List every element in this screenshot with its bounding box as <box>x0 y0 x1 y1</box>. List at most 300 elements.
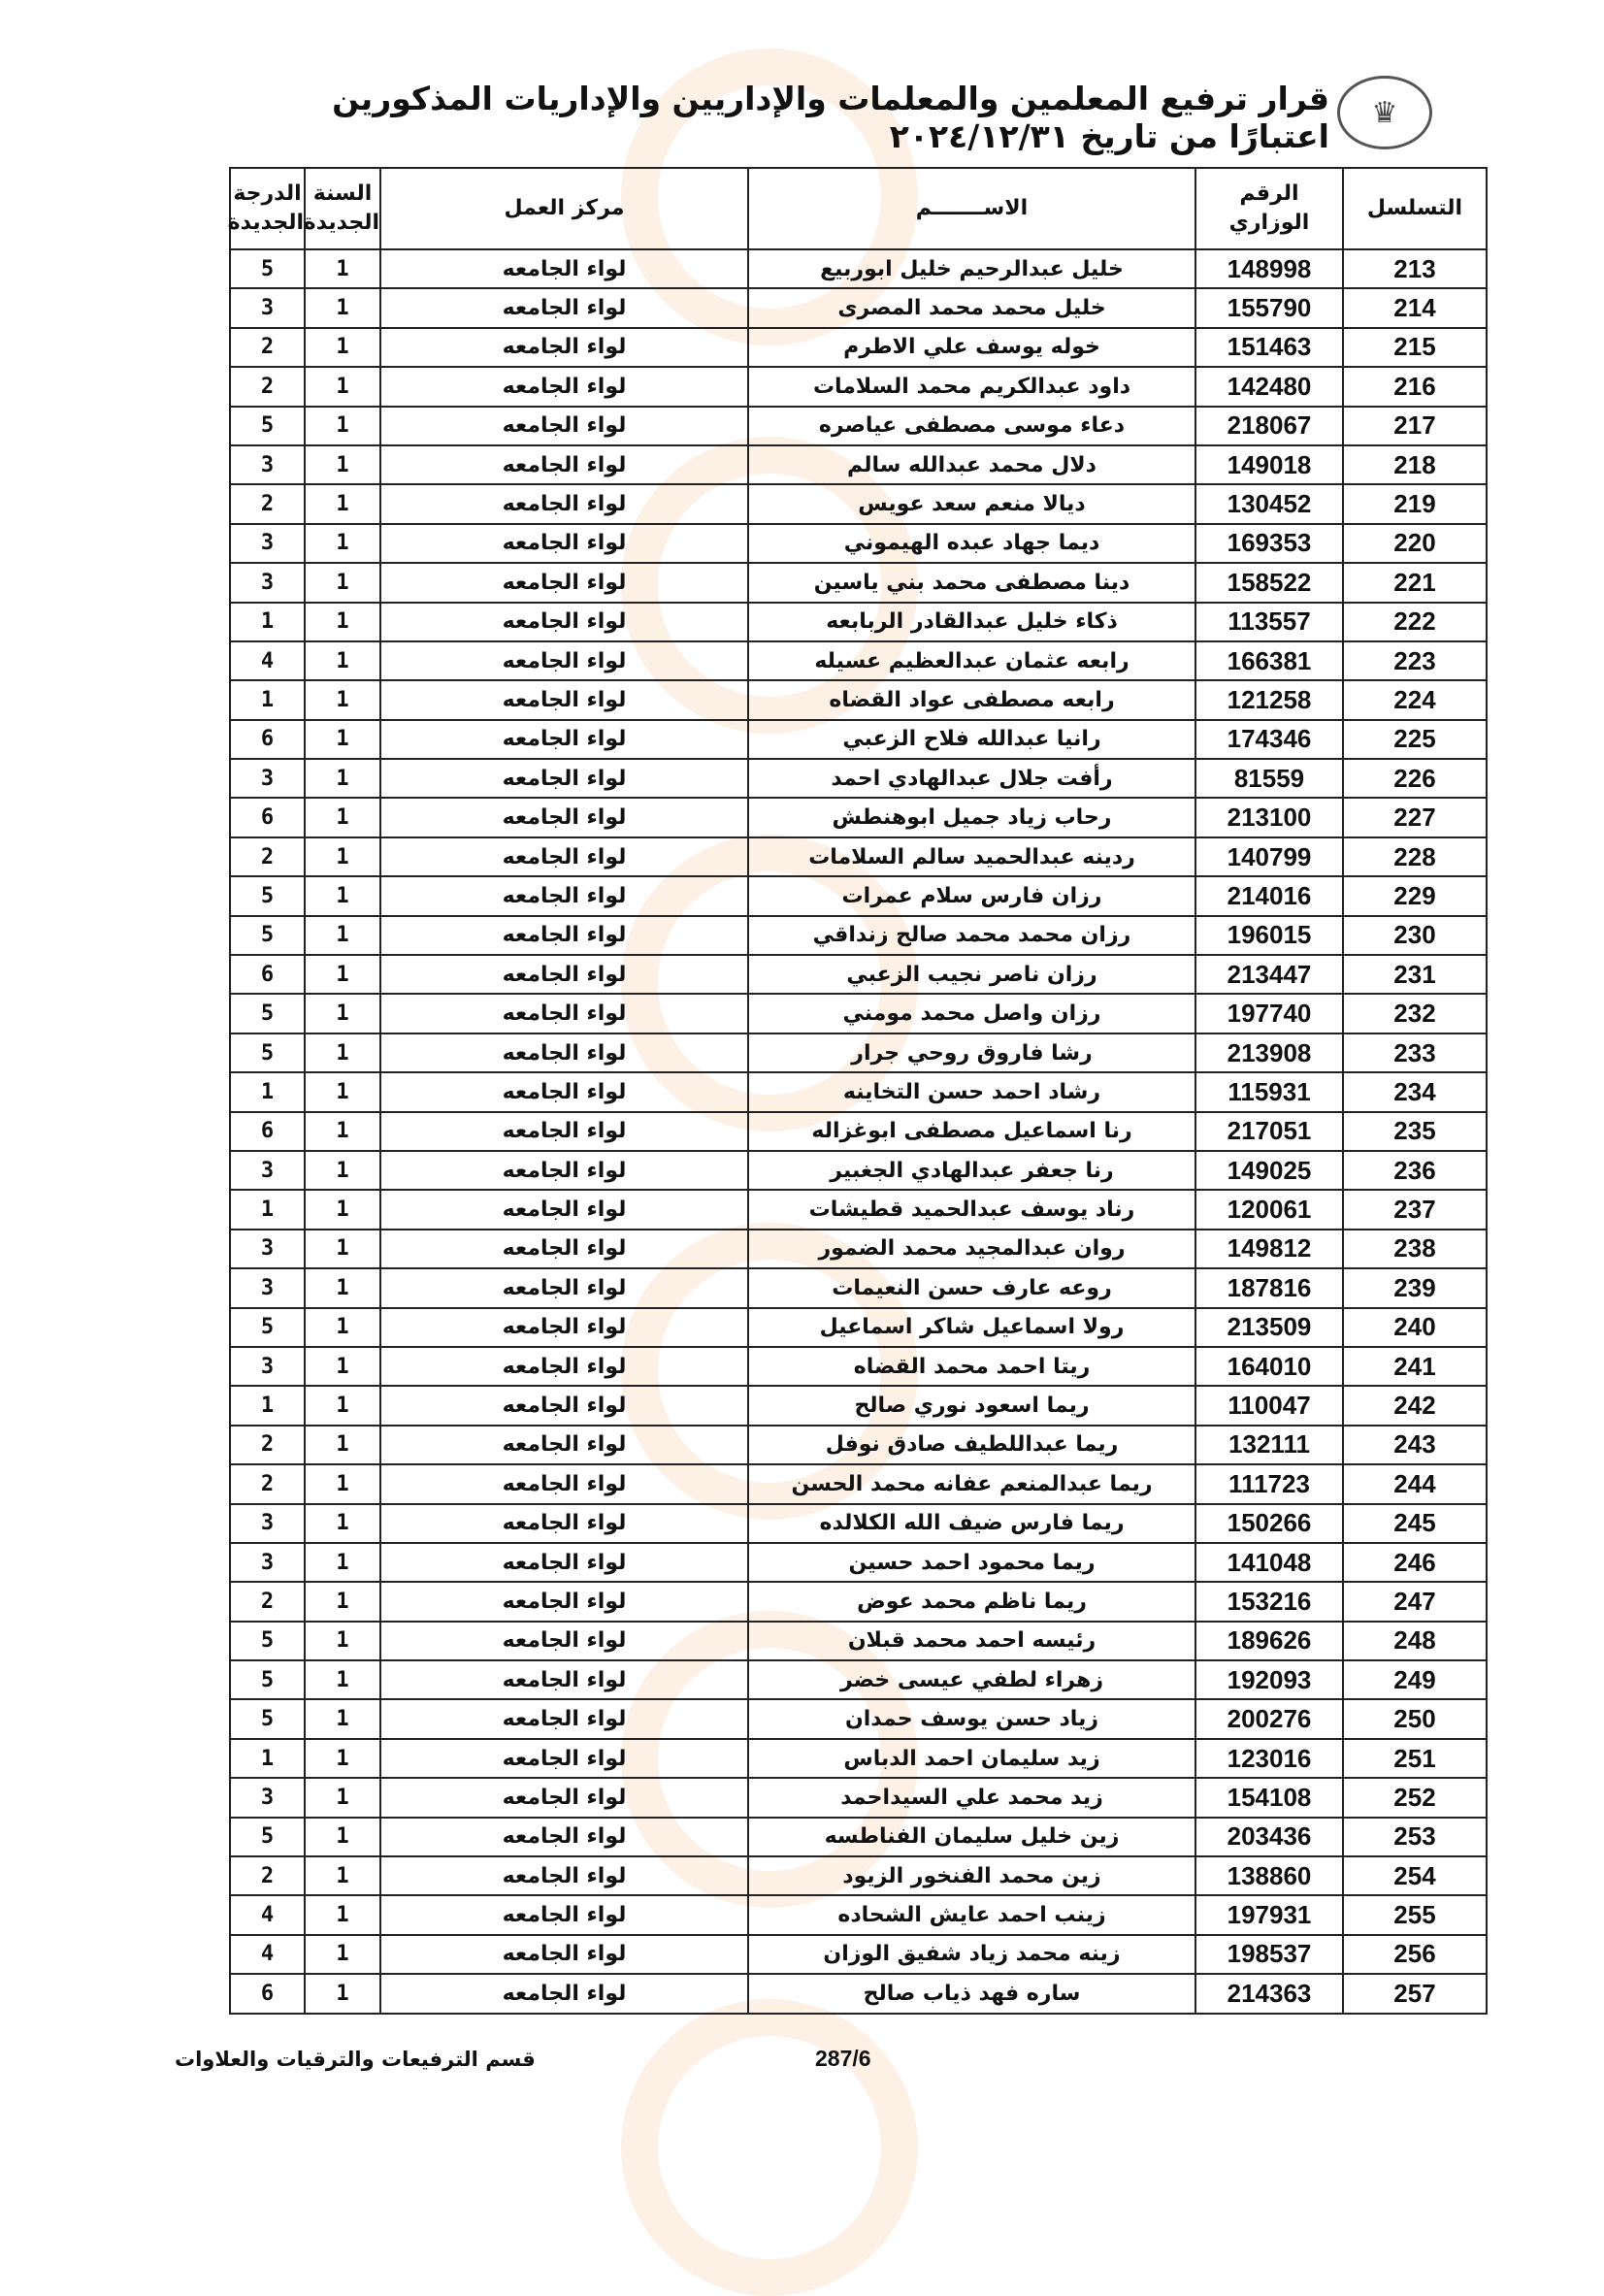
cell-name: رئيسه احمد محمد قبلان <box>748 1622 1195 1660</box>
cell-id: 213908 <box>1195 1033 1343 1072</box>
promotions-table <box>229 167 1488 2015</box>
table-row <box>230 641 1487 680</box>
cell-year: 1 <box>305 1308 380 1347</box>
cell-year: 1 <box>305 1582 380 1621</box>
table-row <box>230 1033 1487 1072</box>
table-row <box>230 994 1487 1033</box>
cell-center: لواء الجامعه <box>380 367 748 406</box>
cell-grade: 6 <box>230 955 305 994</box>
cell-grade: 3 <box>230 1151 305 1190</box>
cell-id: 214016 <box>1195 876 1343 915</box>
table-row <box>230 1895 1487 1934</box>
cell-year: 1 <box>305 1504 380 1543</box>
cell-id: 155790 <box>1195 288 1343 327</box>
cell-name: رناد يوسف عبدالحميد قطيشات <box>748 1190 1195 1229</box>
cell-id: 174346 <box>1195 720 1343 759</box>
table-row <box>230 1268 1487 1307</box>
table-row <box>230 249 1487 288</box>
cell-seq: 242 <box>1343 1386 1487 1425</box>
cell-name: رشا فاروق روحي جرار <box>748 1033 1195 1072</box>
cell-seq: 243 <box>1343 1426 1487 1464</box>
cell-center: لواء الجامعه <box>380 1660 748 1699</box>
cell-year: 1 <box>305 837 380 876</box>
col-center: مركز العمل <box>380 168 748 249</box>
table-row <box>230 759 1487 798</box>
cell-center: لواء الجامعه <box>380 720 748 759</box>
cell-name: زهراء لطفي عيسى خضر <box>748 1660 1195 1699</box>
cell-year: 1 <box>305 1268 380 1307</box>
cell-year: 1 <box>305 484 380 523</box>
cell-grade: 3 <box>230 1504 305 1543</box>
cell-year: 1 <box>305 367 380 406</box>
table-row <box>230 1426 1487 1464</box>
cell-grade: 2 <box>230 328 305 367</box>
cell-grade: 5 <box>230 994 305 1033</box>
cell-year: 1 <box>305 994 380 1033</box>
table-row <box>230 1072 1487 1111</box>
cell-seq: 214 <box>1343 288 1487 327</box>
cell-seq: 221 <box>1343 563 1487 602</box>
cell-year: 1 <box>305 603 380 641</box>
cell-grade: 1 <box>230 1072 305 1111</box>
cell-year: 1 <box>305 288 380 327</box>
cell-grade: 3 <box>230 288 305 327</box>
cell-grade: 5 <box>230 1818 305 1856</box>
cell-name: دينا مصطفى محمد بني ياسين <box>748 563 1195 602</box>
table-row <box>230 1151 1487 1190</box>
cell-center: لواء الجامعه <box>380 955 748 994</box>
cell-grade: 2 <box>230 1582 305 1621</box>
cell-year: 1 <box>305 328 380 367</box>
cell-center: لواء الجامعه <box>380 1464 748 1503</box>
cell-grade: 1 <box>230 1739 305 1778</box>
cell-year: 1 <box>305 1935 380 1974</box>
cell-id: 198537 <box>1195 1935 1343 1974</box>
cell-center: لواء الجامعه <box>380 1426 748 1464</box>
cell-name: رزان ناصر نجيب الزعبي <box>748 955 1195 994</box>
table-row <box>230 1699 1487 1738</box>
cell-id: 149025 <box>1195 1151 1343 1190</box>
cell-year: 1 <box>305 563 380 602</box>
cell-grade: 6 <box>230 798 305 836</box>
cell-name: ريتا احمد محمد القضاه <box>748 1347 1195 1386</box>
cell-seq: 223 <box>1343 641 1487 680</box>
cell-center: لواء الجامعه <box>380 1033 748 1072</box>
cell-center: لواء الجامعه <box>380 1739 748 1778</box>
cell-name: دعاء موسى مصطفى عياصره <box>748 407 1195 445</box>
cell-name: زيد سليمان احمد الدباس <box>748 1739 1195 1778</box>
cell-seq: 229 <box>1343 876 1487 915</box>
table-row <box>230 1660 1487 1699</box>
cell-name: رزان واصل محمد مومني <box>748 994 1195 1033</box>
cell-id: 154108 <box>1195 1778 1343 1817</box>
cell-seq: 225 <box>1343 720 1487 759</box>
cell-seq: 240 <box>1343 1308 1487 1347</box>
cell-center: لواء الجامعه <box>380 1818 748 1856</box>
table-row <box>230 445 1487 484</box>
cell-id: 214363 <box>1195 1974 1343 2013</box>
cell-seq: 217 <box>1343 407 1487 445</box>
cell-id: 113557 <box>1195 603 1343 641</box>
cell-grade: 2 <box>230 1856 305 1895</box>
cell-year: 1 <box>305 759 380 798</box>
cell-id: 110047 <box>1195 1386 1343 1425</box>
cell-center: لواء الجامعه <box>380 1974 748 2013</box>
cell-year: 1 <box>305 1699 380 1738</box>
cell-center: لواء الجامعه <box>380 1543 748 1582</box>
cell-center: لواء الجامعه <box>380 603 748 641</box>
cell-name: ريما ناظم محمد عوض <box>748 1582 1195 1621</box>
cell-grade: 4 <box>230 641 305 680</box>
cell-id: 115931 <box>1195 1072 1343 1111</box>
cell-name: رزان فارس سلام عمرات <box>748 876 1195 915</box>
table-row <box>230 955 1487 994</box>
cell-id: 120061 <box>1195 1190 1343 1229</box>
cell-year: 1 <box>305 1622 380 1660</box>
cell-seq: 246 <box>1343 1543 1487 1582</box>
cell-id: 138860 <box>1195 1856 1343 1895</box>
cell-id: 189626 <box>1195 1622 1343 1660</box>
table-row <box>230 563 1487 602</box>
cell-seq: 232 <box>1343 994 1487 1033</box>
cell-grade: 5 <box>230 1622 305 1660</box>
cell-seq: 224 <box>1343 680 1487 719</box>
col-name: الاســـــــم <box>748 168 1195 249</box>
table-row <box>230 1935 1487 1974</box>
cell-seq: 220 <box>1343 524 1487 563</box>
cell-year: 1 <box>305 1974 380 2013</box>
col-seq: التسلسل <box>1343 168 1487 249</box>
table-row <box>230 1308 1487 1347</box>
cell-grade: 2 <box>230 1426 305 1464</box>
cell-year: 1 <box>305 720 380 759</box>
cell-name: رابعه مصطفى عواد القضاه <box>748 680 1195 719</box>
cell-year: 1 <box>305 1464 380 1503</box>
cell-grade: 3 <box>230 1543 305 1582</box>
cell-center: لواء الجامعه <box>380 876 748 915</box>
cell-center: لواء الجامعه <box>380 1072 748 1111</box>
cell-seq: 235 <box>1343 1112 1487 1151</box>
cell-name: رأفت جلال عبدالهادي احمد <box>748 759 1195 798</box>
cell-grade: 3 <box>230 445 305 484</box>
table-row <box>230 1112 1487 1151</box>
cell-grade: 2 <box>230 367 305 406</box>
cell-year: 1 <box>305 680 380 719</box>
cell-year: 1 <box>305 641 380 680</box>
table-row <box>230 328 1487 367</box>
cell-id: 130452 <box>1195 484 1343 523</box>
cell-year: 1 <box>305 407 380 445</box>
cell-seq: 247 <box>1343 1582 1487 1621</box>
cell-center: لواء الجامعه <box>380 1778 748 1817</box>
cell-grade: 5 <box>230 249 305 288</box>
col-year: السنة الجديدة <box>305 168 380 249</box>
table-row <box>230 1856 1487 1895</box>
cell-year: 1 <box>305 1818 380 1856</box>
cell-center: لواء الجامعه <box>380 288 748 327</box>
cell-center: لواء الجامعه <box>380 916 748 955</box>
cell-center: لواء الجامعه <box>380 798 748 836</box>
cell-center: لواء الجامعه <box>380 1230 748 1268</box>
cell-year: 1 <box>305 249 380 288</box>
cell-id: 158522 <box>1195 563 1343 602</box>
cell-center: لواء الجامعه <box>380 1895 748 1934</box>
cell-grade: 5 <box>230 407 305 445</box>
cell-name: خليل عبدالرحيم خليل ابوربيع <box>748 249 1195 288</box>
cell-seq: 222 <box>1343 603 1487 641</box>
cell-center: لواء الجامعه <box>380 1856 748 1895</box>
cell-year: 1 <box>305 798 380 836</box>
cell-year: 1 <box>305 524 380 563</box>
cell-id: 150266 <box>1195 1504 1343 1543</box>
cell-id: 213509 <box>1195 1308 1343 1347</box>
cell-grade: 5 <box>230 916 305 955</box>
cell-center: لواء الجامعه <box>380 641 748 680</box>
cell-name: ديالا منعم سعد عويس <box>748 484 1195 523</box>
cell-year: 1 <box>305 1739 380 1778</box>
cell-seq: 253 <box>1343 1818 1487 1856</box>
table-row <box>230 1622 1487 1660</box>
table-row <box>230 1190 1487 1229</box>
cell-center: لواء الجامعه <box>380 1699 748 1738</box>
cell-seq: 227 <box>1343 798 1487 836</box>
table-row <box>230 1778 1487 1817</box>
table-row <box>230 876 1487 915</box>
cell-seq: 249 <box>1343 1660 1487 1699</box>
cell-name: ريما محمود احمد حسين <box>748 1543 1195 1582</box>
cell-center: لواء الجامعه <box>380 1112 748 1151</box>
cell-name: زينه محمد زياد شفيق الوزان <box>748 1935 1195 1974</box>
cell-grade: 5 <box>230 876 305 915</box>
cell-name: رابعه عثمان عبدالعظيم عسيله <box>748 641 1195 680</box>
cell-center: لواء الجامعه <box>380 837 748 876</box>
cell-center: لواء الجامعه <box>380 1308 748 1347</box>
cell-center: لواء الجامعه <box>380 407 748 445</box>
cell-id: 166381 <box>1195 641 1343 680</box>
cell-grade: 6 <box>230 1112 305 1151</box>
table-row <box>230 1974 1487 2013</box>
cell-name: ديما جهاد عبده الهيموني <box>748 524 1195 563</box>
table-row <box>230 288 1487 327</box>
cell-center: لواء الجامعه <box>380 1582 748 1621</box>
cell-name: رولا اسماعيل شاكر اسماعيل <box>748 1308 1195 1347</box>
cell-year: 1 <box>305 1778 380 1817</box>
table-row <box>230 1818 1487 1856</box>
cell-id: 148998 <box>1195 249 1343 288</box>
table-row <box>230 1347 1487 1386</box>
cell-id: 213447 <box>1195 955 1343 994</box>
cell-id: 217051 <box>1195 1112 1343 1151</box>
cell-seq: 219 <box>1343 484 1487 523</box>
cell-name: ساره فهد ذياب صالح <box>748 1974 1195 2013</box>
cell-grade: 5 <box>230 1660 305 1699</box>
cell-center: لواء الجامعه <box>380 1268 748 1307</box>
cell-seq: 255 <box>1343 1895 1487 1934</box>
cell-seq: 257 <box>1343 1974 1487 2013</box>
cell-grade: 6 <box>230 720 305 759</box>
cell-grade: 2 <box>230 837 305 876</box>
cell-seq: 216 <box>1343 367 1487 406</box>
cell-seq: 238 <box>1343 1230 1487 1268</box>
cell-seq: 252 <box>1343 1778 1487 1817</box>
cell-seq: 234 <box>1343 1072 1487 1111</box>
cell-center: لواء الجامعه <box>380 484 748 523</box>
cell-grade: 5 <box>230 1033 305 1072</box>
cell-year: 1 <box>305 1660 380 1699</box>
table-row <box>230 680 1487 719</box>
table-row <box>230 603 1487 641</box>
cell-id: 153216 <box>1195 1582 1343 1621</box>
cell-grade: 3 <box>230 1778 305 1817</box>
cell-center: لواء الجامعه <box>380 1622 748 1660</box>
cell-id: 164010 <box>1195 1347 1343 1386</box>
table-row <box>230 367 1487 406</box>
cell-seq: 239 <box>1343 1268 1487 1307</box>
cell-year: 1 <box>305 876 380 915</box>
cell-center: لواء الجامعه <box>380 994 748 1033</box>
cell-id: 197931 <box>1195 1895 1343 1934</box>
cell-grade: 5 <box>230 1699 305 1738</box>
cell-id: 121258 <box>1195 680 1343 719</box>
cell-center: لواء الجامعه <box>380 249 748 288</box>
cell-id: 213100 <box>1195 798 1343 836</box>
table-row <box>230 1739 1487 1778</box>
cell-year: 1 <box>305 1543 380 1582</box>
col-id: الرقم الوزاري <box>1195 168 1343 249</box>
cell-id: 196015 <box>1195 916 1343 955</box>
cell-id: 123016 <box>1195 1739 1343 1778</box>
cell-name: ردينه عبدالحميد سالم السلامات <box>748 837 1195 876</box>
cell-grade: 1 <box>230 680 305 719</box>
cell-grade: 2 <box>230 484 305 523</box>
cell-seq: 256 <box>1343 1935 1487 1974</box>
cell-year: 1 <box>305 1072 380 1111</box>
cell-name: رزان محمد محمد صالح زنداقي <box>748 916 1195 955</box>
cell-seq: 230 <box>1343 916 1487 955</box>
cell-id: 169353 <box>1195 524 1343 563</box>
cell-year: 1 <box>305 1347 380 1386</box>
table-row <box>230 484 1487 523</box>
cell-id: 200276 <box>1195 1699 1343 1738</box>
cell-seq: 248 <box>1343 1622 1487 1660</box>
cell-year: 1 <box>305 1112 380 1151</box>
cell-year: 1 <box>305 1230 380 1268</box>
cell-grade: 1 <box>230 603 305 641</box>
cell-center: لواء الجامعه <box>380 1347 748 1386</box>
cell-name: داود عبدالكريم محمد السلامات <box>748 367 1195 406</box>
cell-name: رنا اسماعيل مصطفى ابوغزاله <box>748 1112 1195 1151</box>
cell-name: ذكاء خليل عبدالقادر الربابعه <box>748 603 1195 641</box>
cell-seq: 254 <box>1343 1856 1487 1895</box>
cell-year: 1 <box>305 1895 380 1934</box>
cell-seq: 218 <box>1343 445 1487 484</box>
cell-year: 1 <box>305 1426 380 1464</box>
cell-center: لواء الجامعه <box>380 1386 748 1425</box>
table-row <box>230 1386 1487 1425</box>
cell-id: 203436 <box>1195 1818 1343 1856</box>
cell-seq: 213 <box>1343 249 1487 288</box>
table-row <box>230 1230 1487 1268</box>
cell-seq: 250 <box>1343 1699 1487 1738</box>
cell-name: دلال محمد عبدالله سالم <box>748 445 1195 484</box>
cell-id: 140799 <box>1195 837 1343 876</box>
watermark-clock <box>621 1999 918 2296</box>
cell-year: 1 <box>305 1190 380 1229</box>
cell-grade: 3 <box>230 1347 305 1386</box>
cell-center: لواء الجامعه <box>380 680 748 719</box>
cell-seq: 231 <box>1343 955 1487 994</box>
cell-seq: 244 <box>1343 1464 1487 1503</box>
cell-year: 1 <box>305 1856 380 1895</box>
page-title: قرار ترفيع المعلمين والمعلمات والإداريين والإداريات المذكورين اعتبارًا من تاريخ ٢٠٢٤/١٢/٣١ <box>332 80 1329 155</box>
cell-grade: 3 <box>230 1230 305 1268</box>
cell-grade: 1 <box>230 1386 305 1425</box>
cell-id: 149018 <box>1195 445 1343 484</box>
cell-grade: 6 <box>230 1974 305 2013</box>
cell-seq: 237 <box>1343 1190 1487 1229</box>
cell-year: 1 <box>305 955 380 994</box>
cell-seq: 215 <box>1343 328 1487 367</box>
cell-grade: 4 <box>230 1935 305 1974</box>
cell-center: لواء الجامعه <box>380 1504 748 1543</box>
cell-name: خوله يوسف علي الاطرم <box>748 328 1195 367</box>
cell-id: 187816 <box>1195 1268 1343 1307</box>
cell-grade: 4 <box>230 1895 305 1934</box>
cell-id: 218067 <box>1195 407 1343 445</box>
cell-seq: 226 <box>1343 759 1487 798</box>
cell-name: رحاب زياد جميل ابوهنطش <box>748 798 1195 836</box>
cell-name: زيد محمد علي السيداحمد <box>748 1778 1195 1817</box>
cell-id: 197740 <box>1195 994 1343 1033</box>
ministry-logo-icon: ♛ <box>1337 76 1432 149</box>
cell-grade: 3 <box>230 524 305 563</box>
cell-center: لواء الجامعه <box>380 328 748 367</box>
cell-year: 1 <box>305 916 380 955</box>
table-row <box>230 524 1487 563</box>
cell-seq: 236 <box>1343 1151 1487 1190</box>
table-row <box>230 798 1487 836</box>
cell-name: رنا جعفر عبدالهادي الجغبير <box>748 1151 1195 1190</box>
cell-year: 1 <box>305 445 380 484</box>
cell-seq: 233 <box>1343 1033 1487 1072</box>
cell-grade: 5 <box>230 1308 305 1347</box>
cell-center: لواء الجامعه <box>380 1935 748 1974</box>
cell-center: لواء الجامعه <box>380 1190 748 1229</box>
cell-center: لواء الجامعه <box>380 445 748 484</box>
cell-seq: 245 <box>1343 1504 1487 1543</box>
cell-grade: 2 <box>230 1464 305 1503</box>
cell-id: 111723 <box>1195 1464 1343 1503</box>
cell-name: روان عبدالمجيد محمد الضمور <box>748 1230 1195 1268</box>
cell-center: لواء الجامعه <box>380 759 748 798</box>
cell-year: 1 <box>305 1151 380 1190</box>
cell-name: زياد حسن يوسف حمدان <box>748 1699 1195 1738</box>
table-row <box>230 1582 1487 1621</box>
cell-id: 149812 <box>1195 1230 1343 1268</box>
cell-id: 142480 <box>1195 367 1343 406</box>
department-name: قسم الترفيعات والترقيات والعلاوات <box>175 2048 536 2071</box>
cell-seq: 241 <box>1343 1347 1487 1386</box>
table-row <box>230 916 1487 955</box>
cell-name: ريما اسعود نوري صالح <box>748 1386 1195 1425</box>
table-row <box>230 720 1487 759</box>
cell-name: ريما عبدالمنعم عفانه محمد الحسن <box>748 1464 1195 1503</box>
table-header-row <box>230 168 1487 249</box>
table-row <box>230 1504 1487 1543</box>
table-row <box>230 407 1487 445</box>
cell-grade: 3 <box>230 563 305 602</box>
cell-name: ريما فارس ضيف الله الكلالده <box>748 1504 1195 1543</box>
